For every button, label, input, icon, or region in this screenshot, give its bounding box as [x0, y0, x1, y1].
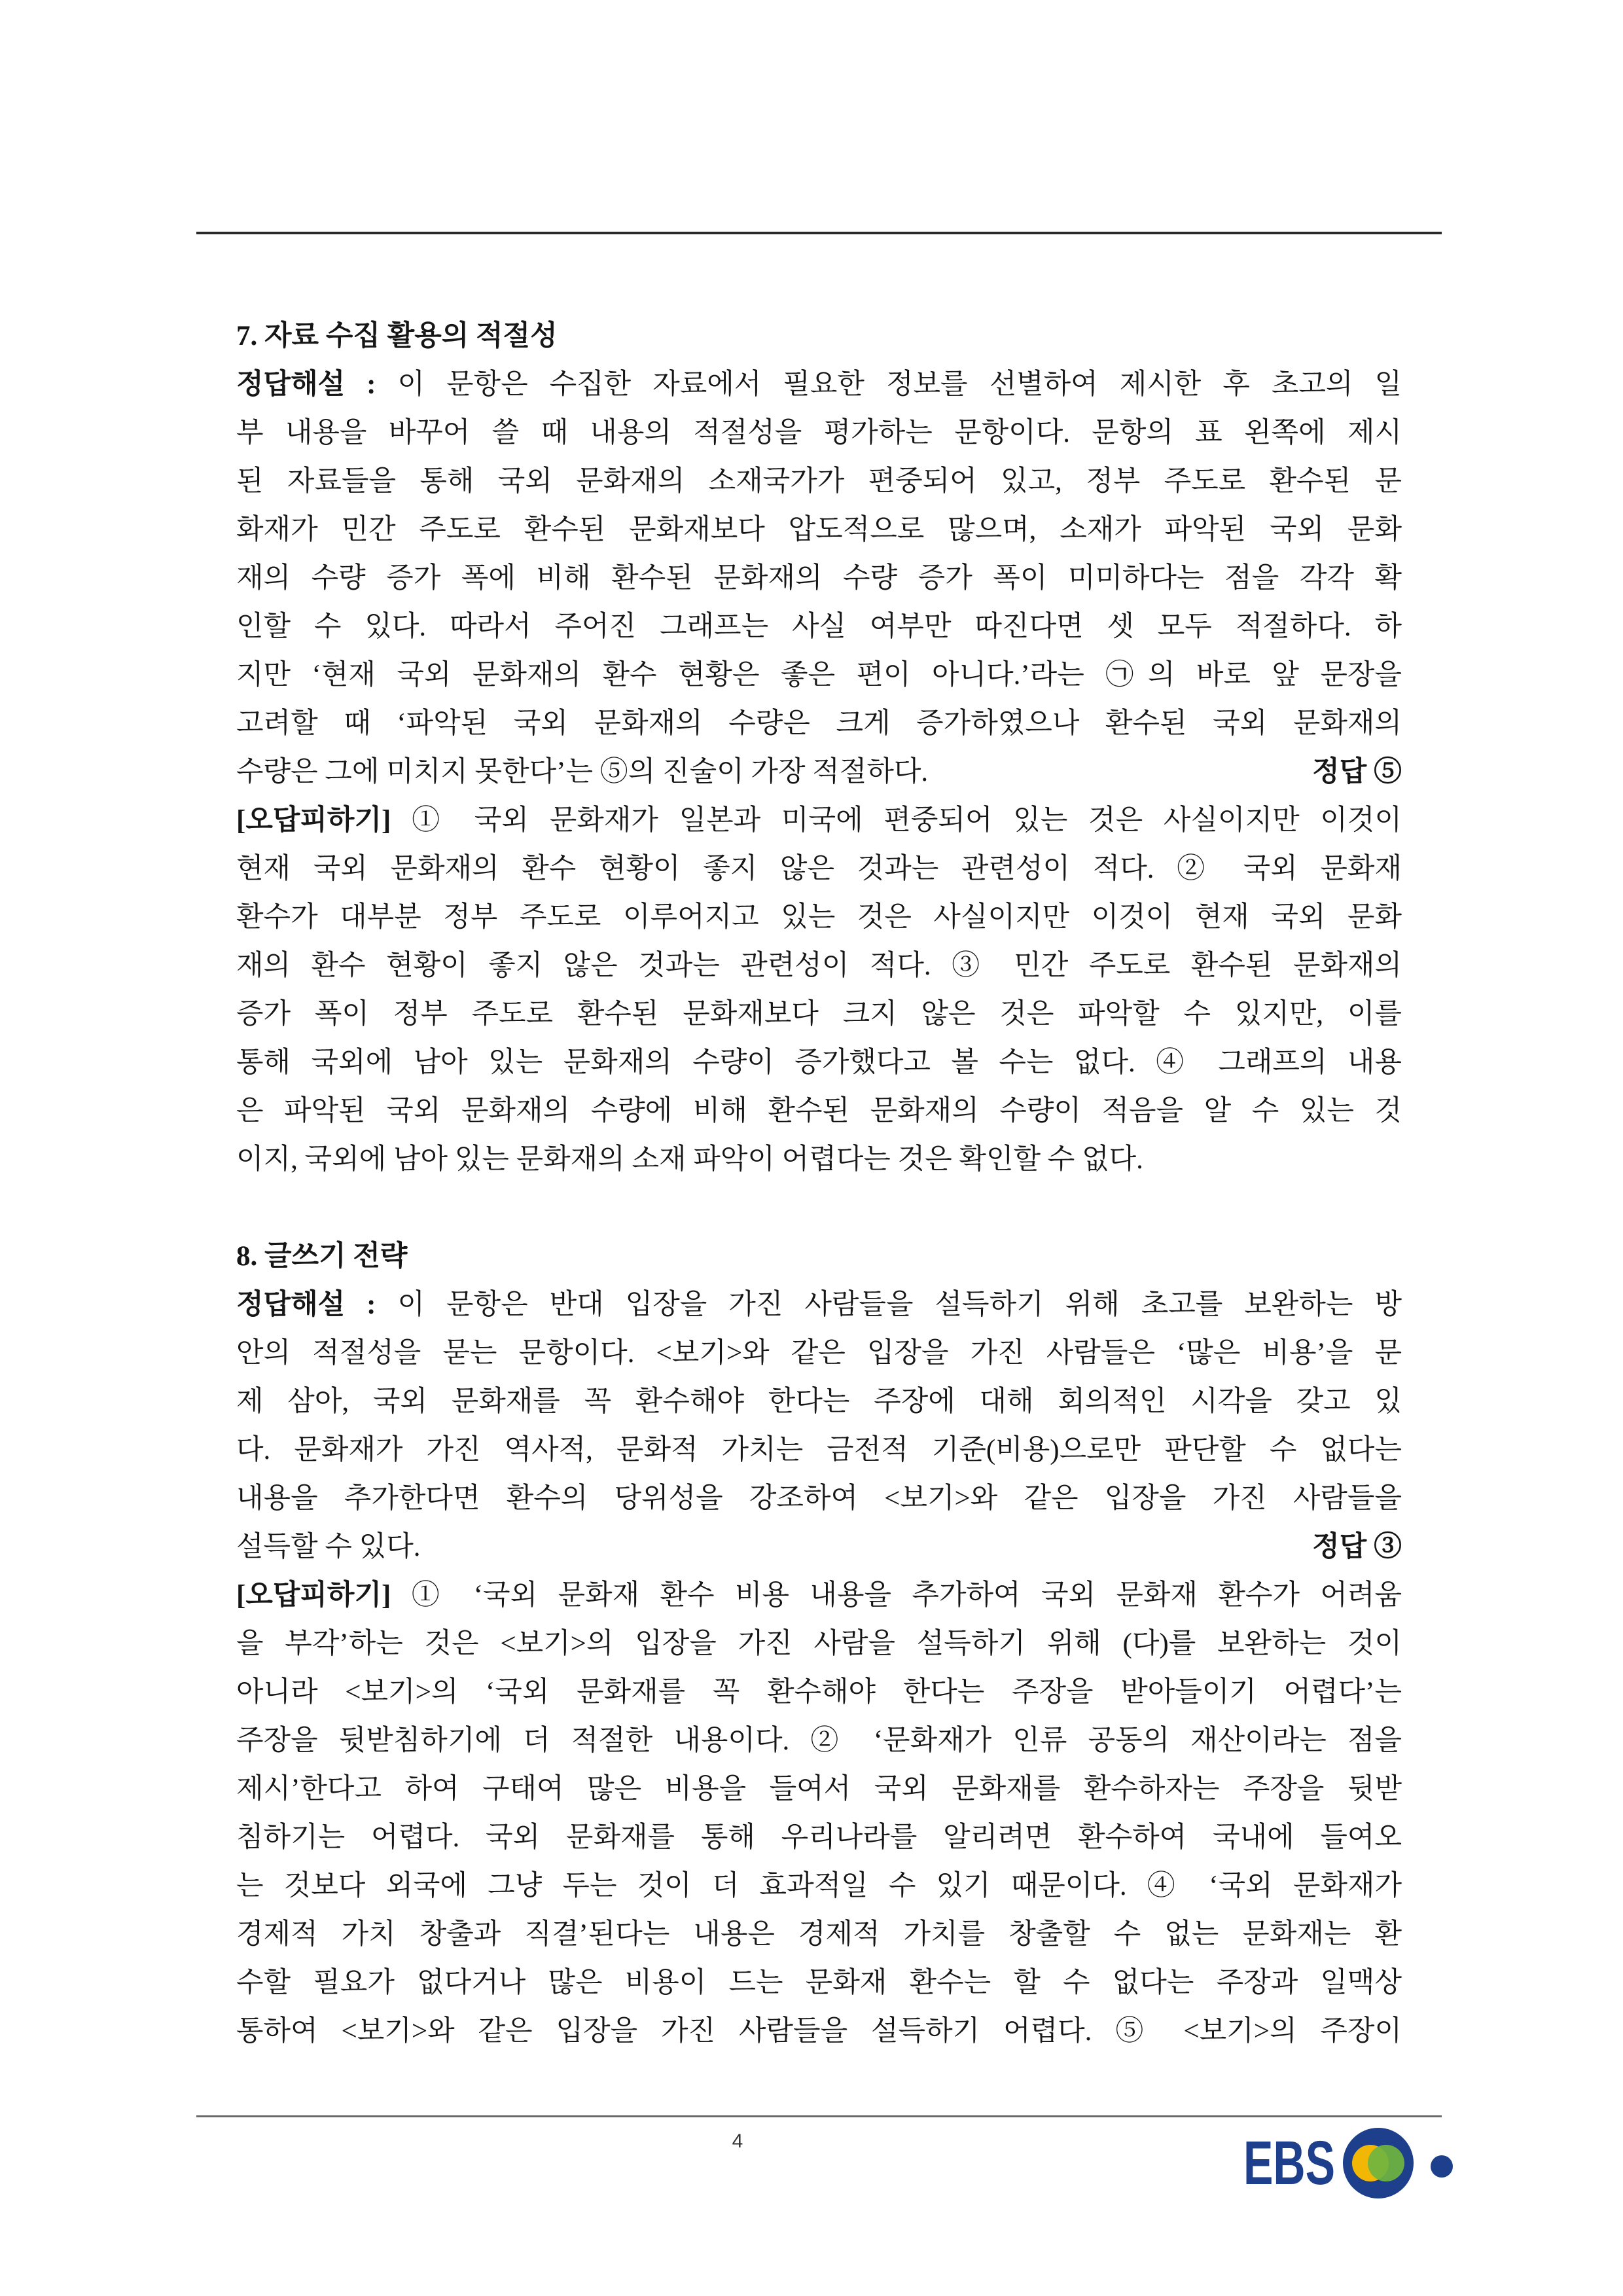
answer-section: [236, 1232, 1402, 2056]
text-line: [236, 1426, 1402, 1475]
text-line: [236, 1862, 1402, 1910]
ebs-logo-text: EBS: [1243, 2128, 1335, 2198]
line-text: 다. 문화재가 가진 역사적, 문화적 가치는 금전적 기준(비용)으로만 판단할 수 없다는: [236, 1435, 1402, 1465]
text-line: [236, 1475, 1402, 1523]
text-line: [236, 1571, 1402, 1620]
text-line: [236, 1814, 1402, 1862]
line-text: 현재 국외 문화재의 환수 현황이 좋지 않은 것과는 관련성이 적다. ② 국외 문화재: [236, 853, 1402, 884]
line-text: 재의 환수 현황이 좋지 않은 것과는 관련성이 적다. ③ 민간 주도로 환수된 문화재의: [236, 950, 1402, 981]
wrong-answer-label: [오답피하기]: [236, 1580, 391, 1611]
line-text: 통해 국외에 남아 있는 문화재의 수량이 증가했다고 볼 수는 없다. ④ 그래프의 내용: [236, 1047, 1402, 1078]
text-line: [236, 1765, 1402, 1814]
line-text: 증가 폭이 정부 주도로 환수된 문화재보다 크지 않은 것은 파악할 수 있지만, 이를: [236, 999, 1402, 1030]
text-line: [236, 797, 1402, 845]
page-body: [236, 312, 1402, 2056]
text-line: [236, 1620, 1402, 1668]
text-line: [236, 990, 1402, 1039]
ebs-logo: [1237, 2121, 1459, 2206]
text-line: [236, 1281, 1402, 1329]
text-line: [236, 942, 1402, 990]
line-text: 설득할 수 있다.: [236, 1532, 421, 1562]
line-text: 은 파악된 국외 문화재의 수량에 비해 환수된 문화재의 수량이 적음을 알 수 있는 것: [236, 1096, 1402, 1126]
text-line: [236, 603, 1402, 651]
text-line: [236, 1136, 1402, 1184]
line-text: 주장을 뒷받침하기에 더 적절한 내용이다. ② ‘문화재가 인류 공동의 재산이라는 점을: [236, 1725, 1402, 1756]
text-line: [236, 651, 1402, 700]
text-line: [236, 893, 1402, 942]
text-line: [236, 554, 1402, 603]
text-line: [236, 1087, 1402, 1136]
text-line: [236, 1378, 1402, 1426]
page-number: 4: [732, 2130, 743, 2152]
section-heading: 7. 자료 수집 활용의 적절성: [236, 321, 558, 351]
line-text: 경제적 가치 창출과 직결’된다는 내용은 경제적 가치를 창출할 수 없는 문화재는 환: [236, 1919, 1402, 1950]
wrong-answer-label: [오답피하기]: [236, 805, 391, 836]
text-line: [236, 1668, 1402, 1717]
line-text: 지만 ‘현재 국외 문화재의 환수 현황은 좋은 편이 아니다.’라는 ㉠의 바로 앞 문장을: [236, 660, 1402, 691]
footer-rule: [196, 2115, 1442, 2117]
line-text: 는 것보다 외국에 그냥 두는 것이 더 효과적일 수 있기 때문이다. ④ ‘국외 문화재가: [236, 1871, 1402, 1901]
line-text: ① 국외 문화재가 일본과 미국에 편중되어 있는 것은 사실이지만 이것이: [412, 805, 1402, 836]
text-line: [236, 457, 1402, 506]
line-text: 부 내용을 바꾸어 쓸 때 내용의 적절성을 평가하는 문항이다. 문항의 표 왼쪽에 제시: [236, 418, 1402, 448]
line-text: ① ‘국외 문화재 환수 비용 내용을 추가하여 국외 문화재 환수가 어려움: [411, 1580, 1402, 1611]
line-text: 아니라 <보기>의 ‘국외 문화재를 꼭 환수해야 한다는 주장을 받아들이기 어렵다’는: [236, 1677, 1402, 1708]
explanation-block: [236, 361, 1402, 797]
text-line: [236, 2007, 1402, 2056]
line-text: 제시’한다고 하여 구태여 많은 비용을 들여서 국외 문화재를 환수하자는 주장을 뒷받: [236, 1774, 1402, 1804]
line-text: 된 자료들을 통해 국외 문화재의 소재국가가 편중되어 있고, 정부 주도로 환수된 문: [236, 466, 1402, 497]
header-rule: [196, 232, 1442, 234]
text-line: [236, 506, 1402, 554]
wrong-answer-block: [236, 797, 1402, 1184]
text-line: [236, 1959, 1402, 2007]
text-line: [236, 361, 1402, 409]
text-line: [236, 1717, 1402, 1765]
line-text: 침하기는 어렵다. 국외 문화재를 통해 우리나라를 알리려면 환수하여 국내에 들여오: [236, 1822, 1402, 1853]
explanation-label: 정답해설 :: [236, 369, 376, 400]
line-text: 화재가 민간 주도로 환수된 문화재보다 압도적으로 많으며, 소재가 파악된 국외 문화: [236, 514, 1402, 545]
logo-dot: [1431, 2155, 1453, 2178]
line-text: 인할 수 있다. 따라서 주어진 그래프는 사실 여부만 따진다면 셋 모두 적절하다. 하: [236, 611, 1402, 642]
line-text: 안의 적절성을 묻는 문항이다. <보기>와 같은 입장을 가진 사람들은 ‘많은 비용’을 문: [236, 1338, 1402, 1369]
text-line: [236, 1039, 1402, 1087]
text-line: [236, 748, 1402, 797]
line-text: 통하여 <보기>와 같은 입장을 가진 사람들을 설득하기 어렵다. ⑤ <보기>의 주장이: [236, 2016, 1402, 2047]
line-text: 제 삼아, 국외 문화재를 꼭 환수해야 한다는 주장에 대해 회의적인 시각을 갖고 있: [236, 1386, 1402, 1417]
text-line: [236, 700, 1402, 748]
explanation-block: [236, 1281, 1402, 1571]
line-text: 수할 필요가 없다거나 많은 비용이 드는 문화재 환수는 할 수 없다는 주장과 일맥상: [236, 1967, 1402, 1998]
line-text: 을 부각’하는 것은 <보기>의 입장을 가진 사람을 설득하기 위해 (다)를 보완하는 것이: [236, 1628, 1402, 1659]
section-heading: 8. 글쓰기 전략: [236, 1241, 408, 1272]
line-text: 내용을 추가한다면 환수의 당위성을 강조하여 <보기>와 같은 입장을 가진 사람들을: [236, 1483, 1402, 1514]
text-line: [236, 1523, 1402, 1571]
answer-label: 정답 ③: [1312, 1532, 1402, 1562]
answer-section: [236, 312, 1402, 1184]
text-line: [236, 845, 1402, 893]
logo-green-shape: [1368, 2145, 1404, 2181]
line-text: 고려할 때 ‘파악된 국외 문화재의 수량은 크게 증가하였으나 환수된 국외 문화재의: [236, 708, 1402, 739]
line-text: 이 문항은 수집한 자료에서 필요한 정보를 선별하여 제시한 후 초고의 일: [397, 369, 1402, 400]
wrong-answer-block: [236, 1571, 1402, 2056]
line-text: 이 문항은 반대 입장을 가진 사람들을 설득하기 위해 초고를 보완하는 방: [397, 1289, 1402, 1320]
line-text: 환수가 대부분 정부 주도로 이루어지고 있는 것은 사실이지만 이것이 현재 국외 문화: [236, 902, 1402, 933]
answer-label: 정답 ⑤: [1312, 757, 1402, 787]
explanation-label: 정답해설 :: [236, 1289, 376, 1320]
line-text: 재의 수량 증가 폭에 비해 환수된 문화재의 수량 증가 폭이 미미하다는 점을 각각 확: [236, 563, 1402, 594]
line-text: 수량은 그에 미치지 못한다’는 ⑤의 진술이 가장 적절하다.: [236, 757, 929, 787]
text-line: [236, 409, 1402, 457]
line-text: 이지, 국외에 남아 있는 문화재의 소재 파악이 어렵다는 것은 확인할 수 없다.: [236, 1144, 1143, 1175]
text-line: [236, 1910, 1402, 1959]
text-line: [236, 1329, 1402, 1378]
